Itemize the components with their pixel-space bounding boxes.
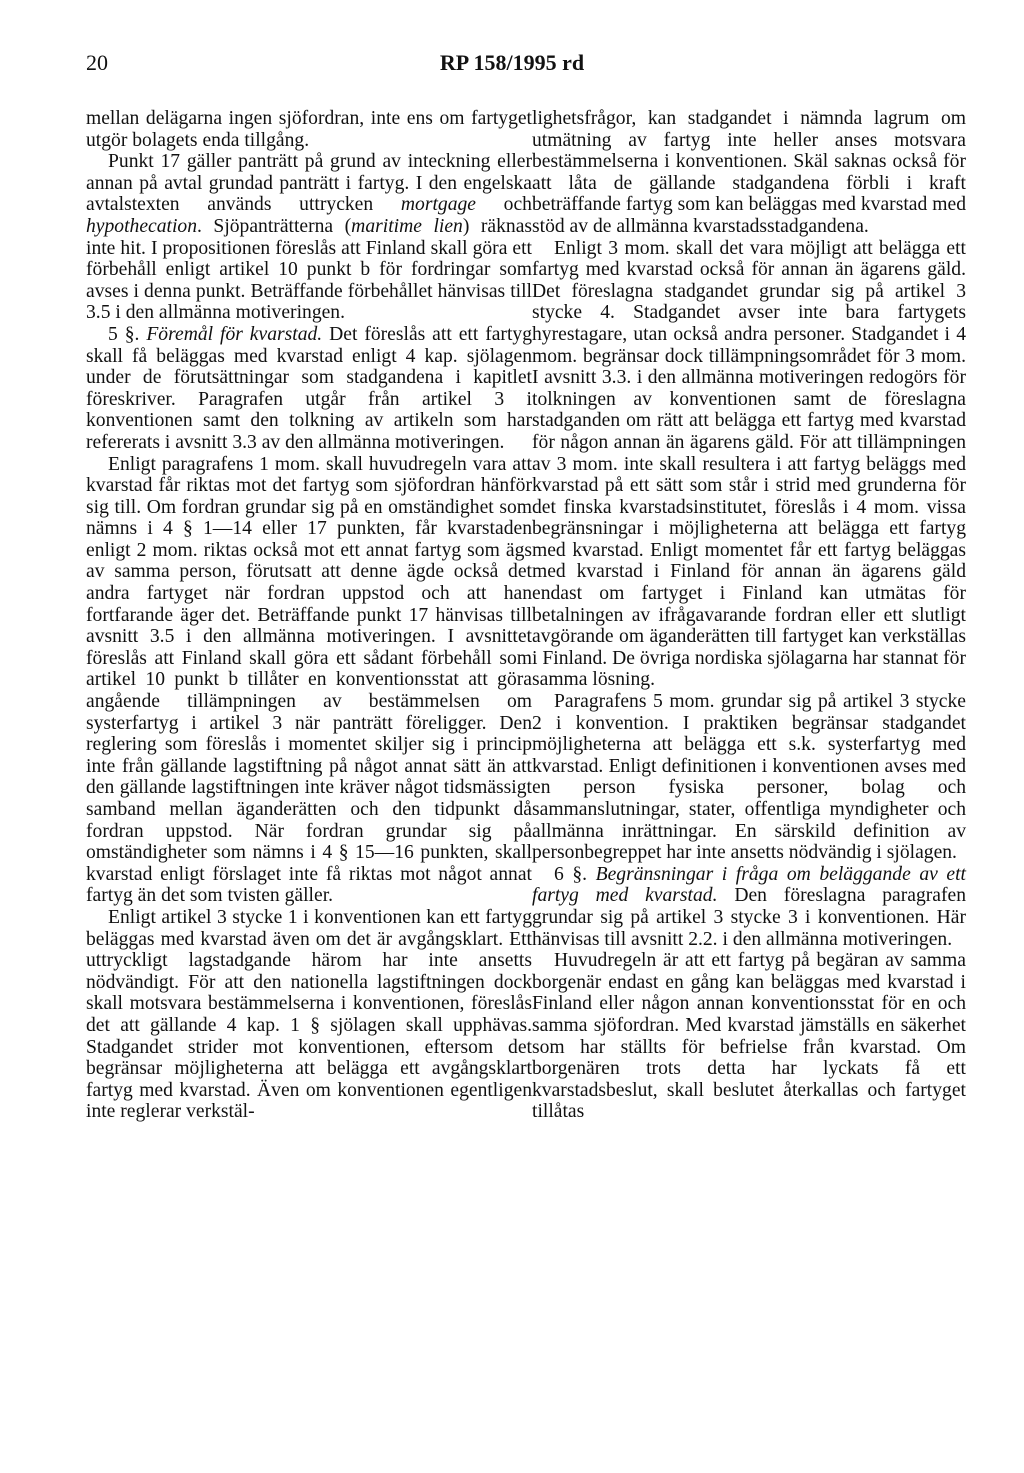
section-number: 6 §.	[554, 863, 596, 885]
section-title: Begränsningar i fråga om beläggande av ett fartyg med kvarstad.	[532, 863, 966, 907]
term-hypothecation: hypothecation	[86, 215, 197, 237]
right-paragraph-5: Huvudregeln är att ett fartyg på begäran av samma borgenär endast en gång kan beläggas med kvarstad i Finland eller någon annan konventionsstat för en och samma sjöfordran. Med kvarstad jämställs en säkerhet som har ställts för befrielse från kvarstad. Om borgenären trots detta har lyckats få ett kvarstadsbeslut, skall beslutet återkallas och fartyget tillåtas	[532, 950, 966, 1123]
section-title: Föremål för kvarstad.	[146, 323, 323, 345]
running-head: RP 158/1995 rd	[439, 50, 585, 75]
text-run: Det föreslås att ett fartyg skall få beläggas med kvarstad enligt 4 kap. sjölagen under de förutsättningar som stadgandena i kapitlet föreskriver. Paragrafen utgår från artikel 3 i konventionen samt den tolkning av artikeln som har refererats i avsnitt 3.3 av den allmänna motiveringen.	[86, 323, 532, 453]
left-paragraph-5: Enligt artikel 3 stycke 1 i konventionen kan ett fartyg beläggas med kvarstad även om det är avgångsklart. Ett uttryckligt lagstadgande härom har inte ansetts nödvändigt. För att den nationella lagstiftningen dock skall motsvara bestämmelserna i konventionen, föreslås det att gällande 4 kap. 1 § sjölagen skall upphävas. Stadgandet strider mot konventionen, eftersom det begränsar möjligheterna att belägga ett avgångsklart fartyg med kvarstad. Även om konventionen egentligen inte reglerar verkstäl-	[86, 906, 532, 1123]
right-paragraph-3: Paragrafens 5 mom. grundar sig på artikel 3 stycke 2 i konvention. I praktiken begränsar stadgandet möjligheterna att belägga ett s.k. systerfartyg med kvarstad. Enligt definitionen i konventionen avses med en person fysiska personer, bolag och sammanslutningar, stater, offentliga myndigheter och allmänna inrättningar. En särskild definition av personbegreppet har inte ansetts nödvändig i sjölagen.	[532, 691, 966, 864]
right-paragraph-1: lighetsfrågor, kan stadgandet i nämnda lagrum om utmätning av fartyg inte heller anses motsvara bestämmelserna i konventionen. Skäl saknas också för att låta de gällande stadgandena förbli i kraft beträffande fartyg som kan beläggas med kvarstad med stöd av de allmänna kvarstadsstadgandena.	[532, 108, 966, 237]
right-paragraph-2: Enligt 3 mom. skall det vara möjligt att belägga ett fartyg med kvarstad också för annan än ägarens gäld. Det föreslagna stadgandet grundar sig på artikel 3 stycke 4. Stadgandet avser inte bara fartygets hyrestagare, utan också andra personer. Stadgandet i 4 mom. begränsar dock tillämpningsområdet för 3 mom. I avsnitt 3.3. i den allmänna motiveringen redogörs för tolkningen av konventionen samt de föreslagna stadganden om rätt att belägga ett fartyg med kvarstad för någon annan än ägarens gäld. För att tillämpningen av 3 mom. inte skall resultera i att fartyg beläggs med kvarstad på ett sätt som står i strid med grunderna för det finska kvarstadsinstitutet, föreslås i 4 mom. vissa begränsningar i möjligheterna att belägga ett fartyg med kvarstad. Enligt momentet får ett fartyg beläggas med kvarstad i Finland för annan än ägarens gäld endast om fartyget i Finland kan utmätas för betalningen av ifrågavarande fordran eller ett slutligt avgörande om äganderätten till fartyget kan verkställas i Finland. De övriga nordiska sjölagarna har stannat för samma lösning.	[532, 237, 966, 691]
page-number: 20	[86, 50, 108, 75]
term-mortgage: mortgage	[400, 194, 476, 216]
right-paragraph-4	[532, 864, 966, 950]
left-paragraph-3	[86, 324, 532, 454]
left-paragraph-2	[86, 151, 532, 324]
left-column	[86, 108, 532, 1123]
text-run: Den föreslagna paragrafen grundar sig på artikel 3 stycke 3 i konventionen. Här hänvisas till avsnitt 2.2. i den allmänna motiveringen.	[532, 885, 966, 950]
term-maritime-lien: maritime lien	[351, 215, 463, 237]
right-column	[532, 108, 966, 1123]
left-paragraph-1: mellan delägarna ingen sjöfordran, inte ens om fartyget utgör bolagets enda tillgång.	[86, 108, 532, 151]
text-run: ) räknas inte hit. I propositionen föreslås att Finland skall göra ett förbehåll enligt artikel 10 punkt b för fordringar som avses i denna punkt. Beträffande förbehållet hänvisas till 3.5 i den allmänna motiveringen.	[86, 215, 533, 324]
text-run: och	[475, 194, 532, 216]
section-number: 5 §.	[108, 323, 147, 345]
left-paragraph-4: Enligt paragrafens 1 mom. skall huvudregeln vara att kvarstad får riktas mot det fartyg som sjöfordran hänför sig till. Om fordran grundar sig på en omständighet som nämns i 4 § 1—14 eller 17 punkten, får kvarstaden enligt 2 mom. riktas också mot ett annat fartyg som ägs av samma person, förutsatt att denne ägde också det andra fartyget när fordran uppstod och att han fortfarande äger det. Beträffande punkt 17 hänvisas till avsnitt 3.5 i den allmänna motiveringen. I avsnittet föreslås att Finland skall göra ett sådant förbehåll som artikel 10 punkt b tillåter en konventionsstat att göra angående tillämpningen av bestämmelsen om systerfartyg i artikel 3 när panträtt föreligger. Den reglering som föreslås i momentet skiljer sig i princip inte från gällande lagstiftning på något annat sätt än att den gällande lagstiftningen inte kräver något tidsmässigt samband mellan äganderätten och den tidpunkt då fordran uppstod. När fordran grundar sig på omständigheter som nämns i 4 § 15—16 punkten, skall kvarstad enligt förslaget inte få riktas mot något annat fartyg än det som tvisten gäller.	[86, 453, 532, 907]
text-run: . Sjöpanträtterna (	[197, 215, 352, 237]
text-run: Punkt 17 gäller panträtt på grund av inteckning eller annan på avtal grundad panträtt i fartyg. I den engelska avtalstexten används uttrycken	[86, 151, 532, 216]
